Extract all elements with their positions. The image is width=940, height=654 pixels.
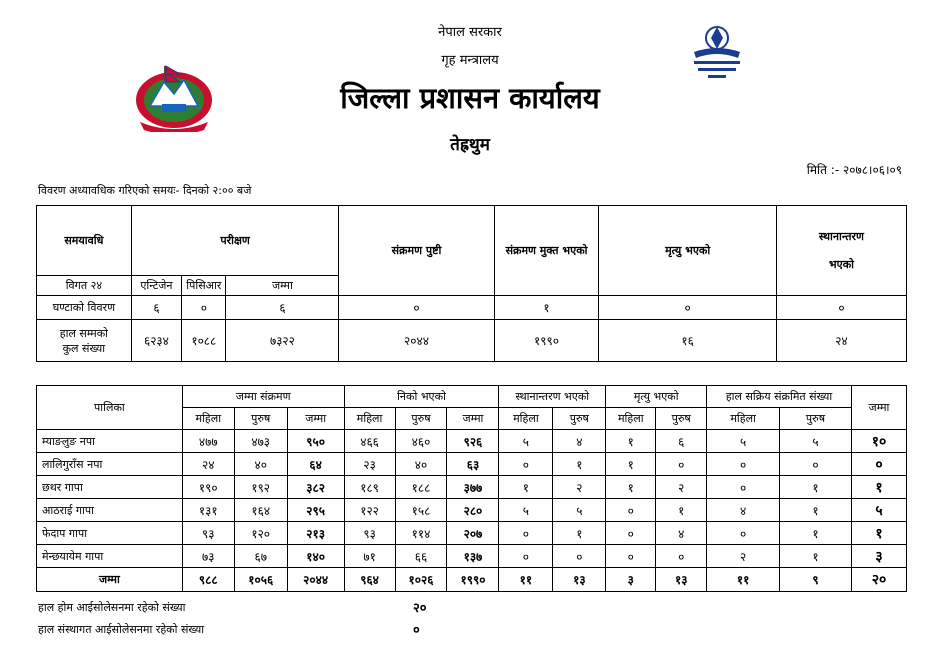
table-cell: २०७ xyxy=(447,522,499,545)
table-cell: ६६ xyxy=(395,545,447,568)
table-cell: ६४ xyxy=(287,453,344,476)
sub-total: जम्मा xyxy=(447,408,499,430)
palika-name: लालिगुराँस नपा xyxy=(37,453,183,476)
table-cell: २४ xyxy=(182,453,234,476)
home-isolation-value: २० xyxy=(413,601,427,616)
table-row xyxy=(37,522,907,545)
till-pcr: १०८८ xyxy=(182,320,226,362)
table-cell: ० xyxy=(851,453,906,476)
sub-female: महिला xyxy=(707,408,780,430)
table-cell: १ xyxy=(553,522,606,545)
table-cell: १ xyxy=(656,499,707,522)
till-death: १६ xyxy=(599,320,776,362)
table-row xyxy=(37,453,907,476)
last24-pcr: ० xyxy=(182,296,226,320)
sub-male: पुरुष xyxy=(780,408,852,430)
period-header: समयावधि xyxy=(37,206,132,276)
death-group-header: मृत्यु भएको xyxy=(606,386,707,408)
report-date: मिति :- २०७८।०६।०९ xyxy=(806,163,902,177)
sub-female: महिला xyxy=(182,408,234,430)
table-cell: ३७७ xyxy=(447,476,499,499)
sub-male: पुरुष xyxy=(234,408,287,430)
till-transfer: २४ xyxy=(776,320,906,362)
table-cell: ३८२ xyxy=(287,476,344,499)
total-infected-header: जम्मा संक्रमण xyxy=(182,386,344,408)
total-cell: ९६४ xyxy=(344,568,395,592)
table-cell: २९५ xyxy=(287,499,344,522)
table-cell: ० xyxy=(780,453,852,476)
last24-label-1: विगत २४ xyxy=(37,276,132,296)
total-cell: ११ xyxy=(707,568,780,592)
sub-total: जम्मा xyxy=(287,408,344,430)
table-cell: ७१ xyxy=(344,545,395,568)
table-cell: ४० xyxy=(395,453,447,476)
table-cell: ९३ xyxy=(344,522,395,545)
table-cell: १० xyxy=(851,430,906,453)
total-cell: ११ xyxy=(499,568,553,592)
table-cell: ० xyxy=(656,545,707,568)
table-cell: ० xyxy=(606,522,656,545)
table-cell: ० xyxy=(707,453,780,476)
table-cell: ० xyxy=(553,545,606,568)
death-header: मृत्यु भएको xyxy=(599,206,776,296)
table-row xyxy=(37,499,907,522)
palika-header: पालिका xyxy=(37,386,183,430)
table-cell: १६४ xyxy=(234,499,287,522)
total-cell: १३ xyxy=(656,568,707,592)
table-cell: १ xyxy=(606,453,656,476)
gov-name: नेपाल सरकार xyxy=(438,25,502,40)
table-cell: २ xyxy=(553,476,606,499)
last24-total: ६ xyxy=(226,296,339,320)
transfer-header-line2: भएको xyxy=(828,258,854,271)
table-cell: १२० xyxy=(234,522,287,545)
table-cell: ० xyxy=(499,453,553,476)
table-cell: १ xyxy=(606,430,656,453)
palika-name: छथर गापा xyxy=(37,476,183,499)
table-cell: १ xyxy=(851,522,906,545)
table-cell: ० xyxy=(499,545,553,568)
total-cell: २० xyxy=(851,568,906,592)
table-cell: ० xyxy=(606,499,656,522)
test-total-header: जम्मा xyxy=(226,276,339,296)
table-cell: १२२ xyxy=(344,499,395,522)
table-cell: ० xyxy=(499,522,553,545)
last24-confirmed: ० xyxy=(339,296,494,320)
active-group-header: हाल सक्रिय संक्रमित संख्या xyxy=(707,386,852,408)
table-cell: १ xyxy=(780,499,852,522)
home-isolation-label: हाल होम आईसोलेसनमा रहेको संख्या xyxy=(38,601,186,614)
district-name: तेह्रथुम xyxy=(450,135,490,155)
table-cell: १४० xyxy=(287,545,344,568)
totals-label: जम्मा xyxy=(37,568,183,592)
table-cell: २३ xyxy=(344,453,395,476)
table-cell: ९२६ xyxy=(447,430,499,453)
table-cell: ७३ xyxy=(182,545,234,568)
table-cell: ० xyxy=(656,453,707,476)
transfer-header-line1: स्थानान्तरण xyxy=(818,230,864,243)
total-cell: ९ xyxy=(780,568,852,592)
table-cell: १९२ xyxy=(234,476,287,499)
total-cell: १९९० xyxy=(447,568,499,592)
table-cell: १ xyxy=(780,545,852,568)
till-confirmed: २०४४ xyxy=(339,320,494,362)
table-cell: ५ xyxy=(499,430,553,453)
table-cell: १३७ xyxy=(447,545,499,568)
test-header: परीक्षण xyxy=(131,206,339,276)
sub-female: महिला xyxy=(606,408,656,430)
sub-female: महिला xyxy=(499,408,553,430)
table-row xyxy=(37,545,907,568)
sub-male: पुरुष xyxy=(553,408,606,430)
palika-name: फेदाप गापा xyxy=(37,522,183,545)
table-cell: ४ xyxy=(553,430,606,453)
last24-recovered: १ xyxy=(494,296,599,320)
table-cell: ४ xyxy=(707,499,780,522)
till-label-line1: हाल सम्मको xyxy=(59,326,108,340)
table-cell: १३१ xyxy=(182,499,234,522)
institutional-isolation-label: हाल संस्थागत आईसोलेसनमा रहेको संख्या xyxy=(38,623,205,636)
table-row xyxy=(37,476,907,499)
confirmed-header: संक्रमण पुष्टी xyxy=(339,206,494,296)
table-cell: १ xyxy=(780,476,852,499)
total-cell: १०२६ xyxy=(395,568,447,592)
pcr-header: पिसिआर xyxy=(182,276,226,296)
last24-label-2: घण्टाको विवरण xyxy=(37,296,132,320)
palika-name: आठराई गापा xyxy=(37,499,183,522)
total-cell: ९८८ xyxy=(182,568,234,592)
table-cell: ४६० xyxy=(395,430,447,453)
table-cell: ५ xyxy=(553,499,606,522)
antigen-header: एन्टिजेन xyxy=(131,276,181,296)
last24-transfer: ० xyxy=(776,296,906,320)
total-cell: १०५६ xyxy=(234,568,287,592)
till-recovered: १९९० xyxy=(494,320,599,362)
table-cell: ४० xyxy=(234,453,287,476)
table-cell: २ xyxy=(707,545,780,568)
sub-male: पुरुष xyxy=(395,408,447,430)
table-cell: २१३ xyxy=(287,522,344,545)
table-cell: १ xyxy=(780,522,852,545)
table-cell: ४ xyxy=(656,522,707,545)
table-cell: ११४ xyxy=(395,522,447,545)
table-cell: ५ xyxy=(499,499,553,522)
table-cell: २८० xyxy=(447,499,499,522)
table-cell: ६७ xyxy=(234,545,287,568)
update-time: विवरण अध्यावधिक गरिएको समयः- दिनको २:०० बजे xyxy=(38,184,252,197)
office-title: जिल्ला प्रशासन कार्यालय xyxy=(340,81,600,115)
table-cell: ५ xyxy=(851,499,906,522)
table-cell: ४६६ xyxy=(344,430,395,453)
table-cell: ० xyxy=(707,476,780,499)
palika-table xyxy=(36,385,907,592)
table-cell: १८८ xyxy=(395,476,447,499)
sub-male: पुरुष xyxy=(656,408,707,430)
ministry-name: गृह मन्त्रालय xyxy=(441,53,499,68)
table-cell: ६३ xyxy=(447,453,499,476)
table-cell: ४७३ xyxy=(234,430,287,453)
active-total-header: जम्मा xyxy=(851,386,906,430)
recovered-group-header: निको भएको xyxy=(344,386,499,408)
total-cell: १३ xyxy=(553,568,606,592)
till-label-line2: कुल संख्या xyxy=(62,341,106,355)
sub-female: महिला xyxy=(344,408,395,430)
table-cell: ९५० xyxy=(287,430,344,453)
till-antigen: ६२३४ xyxy=(131,320,181,362)
table-cell: २ xyxy=(656,476,707,499)
transferred-group-header: स्थानान्तरण भएको xyxy=(499,386,606,408)
table-cell: १ xyxy=(851,476,906,499)
table-cell: १ xyxy=(499,476,553,499)
last24-antigen: ६ xyxy=(131,296,181,320)
table-cell: ९३ xyxy=(182,522,234,545)
table-row xyxy=(37,430,907,453)
table-cell: १ xyxy=(553,453,606,476)
transfer-header xyxy=(776,206,906,296)
total-cell: २०४४ xyxy=(287,568,344,592)
table-cell: ६ xyxy=(656,430,707,453)
till-total: ७३२२ xyxy=(226,320,339,362)
palika-name: म्याङलुङ नपा xyxy=(37,430,183,453)
table-cell: ३ xyxy=(851,545,906,568)
table-cell: १९० xyxy=(182,476,234,499)
table-cell: ० xyxy=(606,545,656,568)
table-cell: ५ xyxy=(707,430,780,453)
summary-table xyxy=(36,205,907,362)
totals-row xyxy=(37,568,907,592)
table-cell: १५८ xyxy=(395,499,447,522)
table-cell: १८९ xyxy=(344,476,395,499)
table-cell: १ xyxy=(606,476,656,499)
till-label xyxy=(37,320,132,362)
table-cell: ५ xyxy=(780,430,852,453)
recovered-header: संक्रमण मुक्त भएको xyxy=(494,206,599,296)
institutional-isolation-value: ० xyxy=(413,623,420,638)
total-cell: ३ xyxy=(606,568,656,592)
palika-name: मेन्छयायेम गापा xyxy=(37,545,183,568)
last24-death: ० xyxy=(599,296,776,320)
table-cell: ४७७ xyxy=(182,430,234,453)
table-cell: ० xyxy=(707,522,780,545)
